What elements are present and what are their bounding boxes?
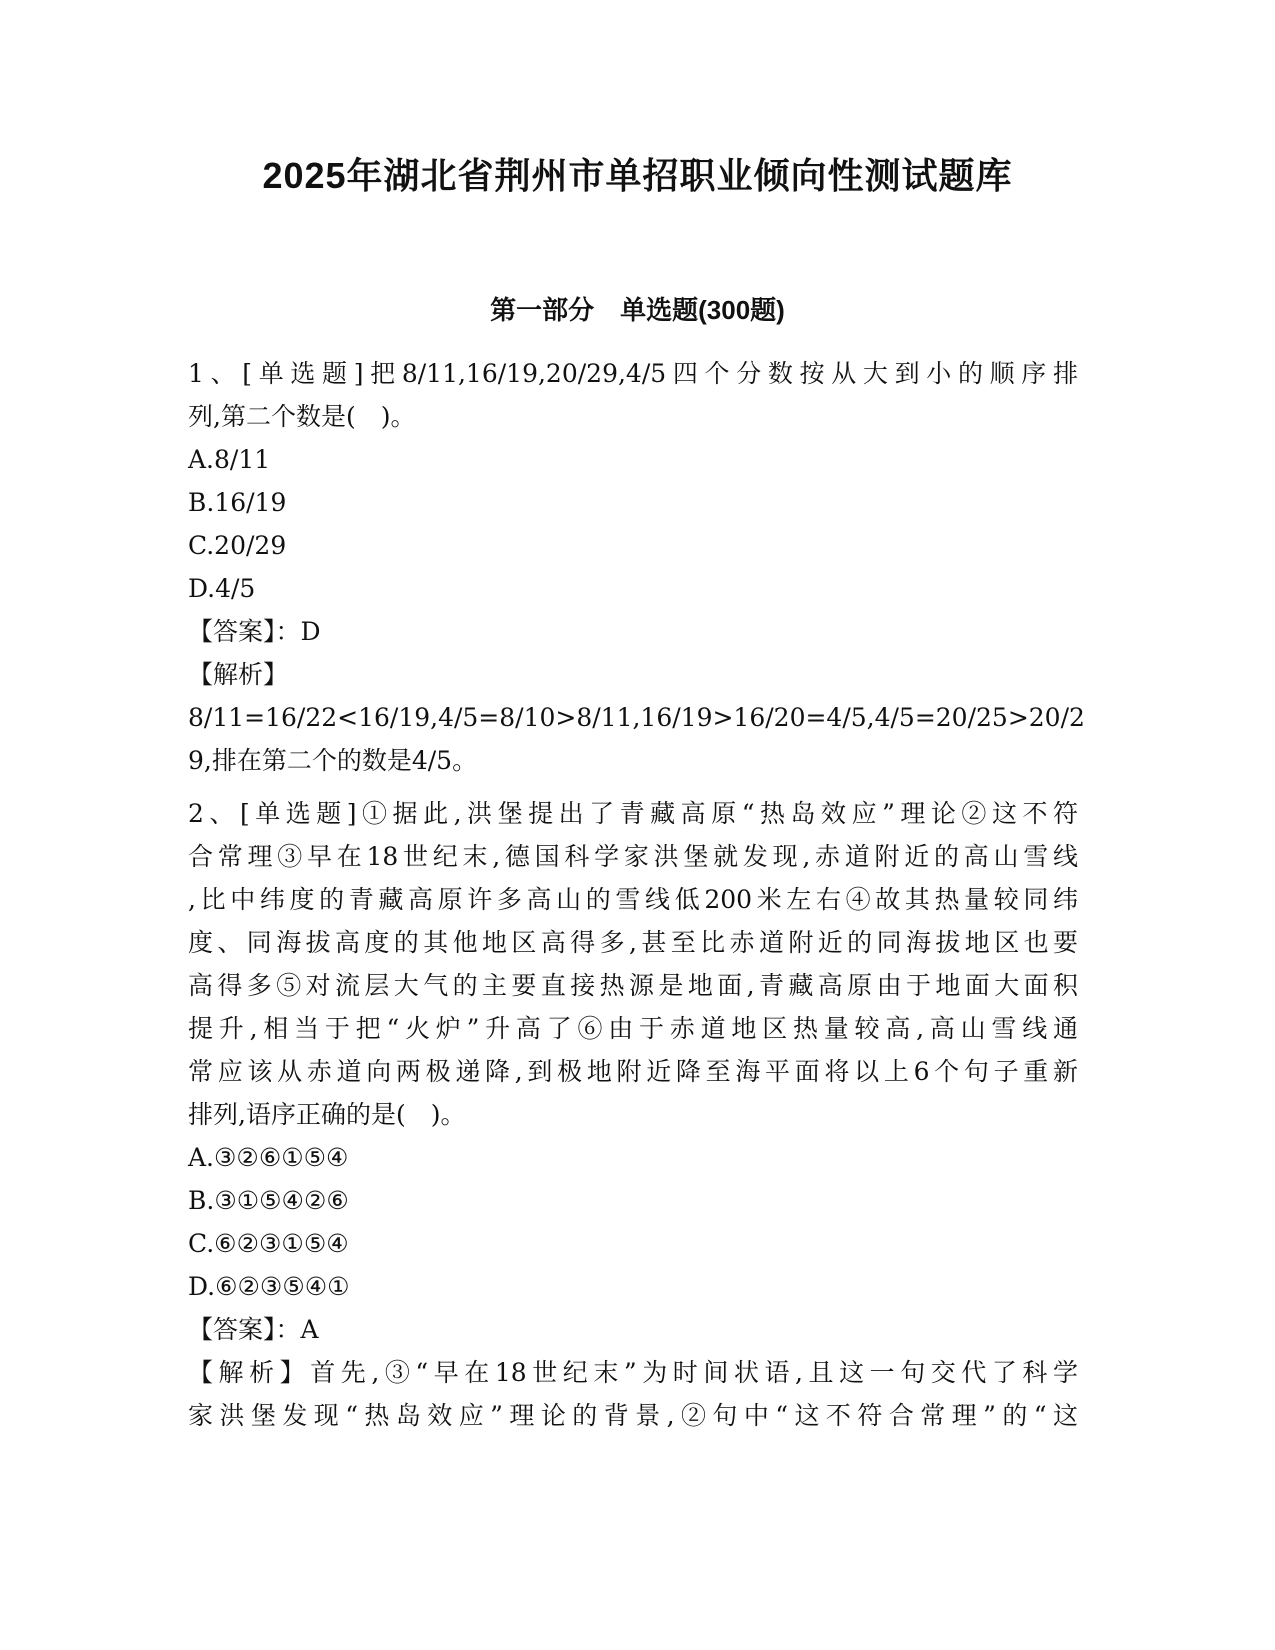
option-d: D.⑥②③⑤④①	[188, 1272, 350, 1301]
analysis-text-line: 9,排在第二个的数是4/5。	[188, 746, 478, 775]
analysis-text-line: 【解析】首先,③“早在18世纪末”为时间状语,且这一句交代了科学	[188, 1358, 1078, 1387]
question-text-line: 提升,相当于把“火炉”升高了⑥由于赤道地区热量较高,高山雪线通	[188, 1014, 1078, 1043]
document-title: 2025年湖北省荆州市单招职业倾向性测试题库	[262, 155, 1013, 196]
answer-line: 【答案】：D	[188, 617, 321, 646]
option-d: D.4/5	[188, 574, 256, 603]
question-text-line: 排列,语序正确的是( )。	[188, 1100, 466, 1129]
question-text-line: 列,第二个数是( )。	[188, 402, 416, 431]
section-title: 第一部分 单选题(300题)	[490, 295, 785, 325]
question-spacer	[188, 782, 1078, 792]
question-text-line: 高得多⑤对流层大气的主要直接热源是地面,青藏高原由于地面大面积	[188, 971, 1078, 1000]
analysis-text-line: 家洪堡发现“热岛效应”理论的背景,②句中“这不符合常理”的“这	[188, 1401, 1078, 1430]
analysis-label: 【解析】	[188, 660, 289, 689]
analysis-text-line: 8/11=16/22<16/19,4/5=8/10>8/11,16/19>16/20=4/5,4/5=20/25>20/2	[188, 703, 1085, 732]
option-c: C.⑥②③①⑤④	[188, 1229, 349, 1258]
answer-line: 【答案】：A	[188, 1315, 319, 1344]
option-a: A.③②⑥①⑤④	[188, 1143, 349, 1172]
option-b: B.③①⑤④②⑥	[188, 1186, 349, 1215]
option-b: B.16/19	[188, 488, 287, 517]
document-body	[188, 352, 1085, 1437]
question-2	[188, 792, 1078, 1437]
question-text-line: 2、[单选题]①据此,洪堡提出了青藏高原“热岛效应”理论②这不符	[188, 799, 1078, 828]
option-c: C.20/29	[188, 531, 287, 560]
option-a: A.8/11	[188, 445, 271, 474]
question-text-line: 度、同海拔高度的其他地区高得多,甚至比赤道附近的同海拔地区也要	[188, 928, 1078, 957]
question-text-line: 合常理③早在18世纪末,德国科学家洪堡就发现,赤道附近的高山雪线	[188, 842, 1078, 871]
question-text-line: 常应该从赤道向两极递降,到极地附近降至海平面将以上6个句子重新	[188, 1057, 1078, 1086]
question-text-line: ,比中纬度的青藏高原许多高山的雪线低200米左右④故其热量较同纬	[188, 885, 1078, 914]
question-1	[188, 352, 1085, 782]
question-text-line: 1、[单选题]把8/11,16/19,20/29,4/5四个分数按从大到小的顺序排	[188, 359, 1078, 388]
